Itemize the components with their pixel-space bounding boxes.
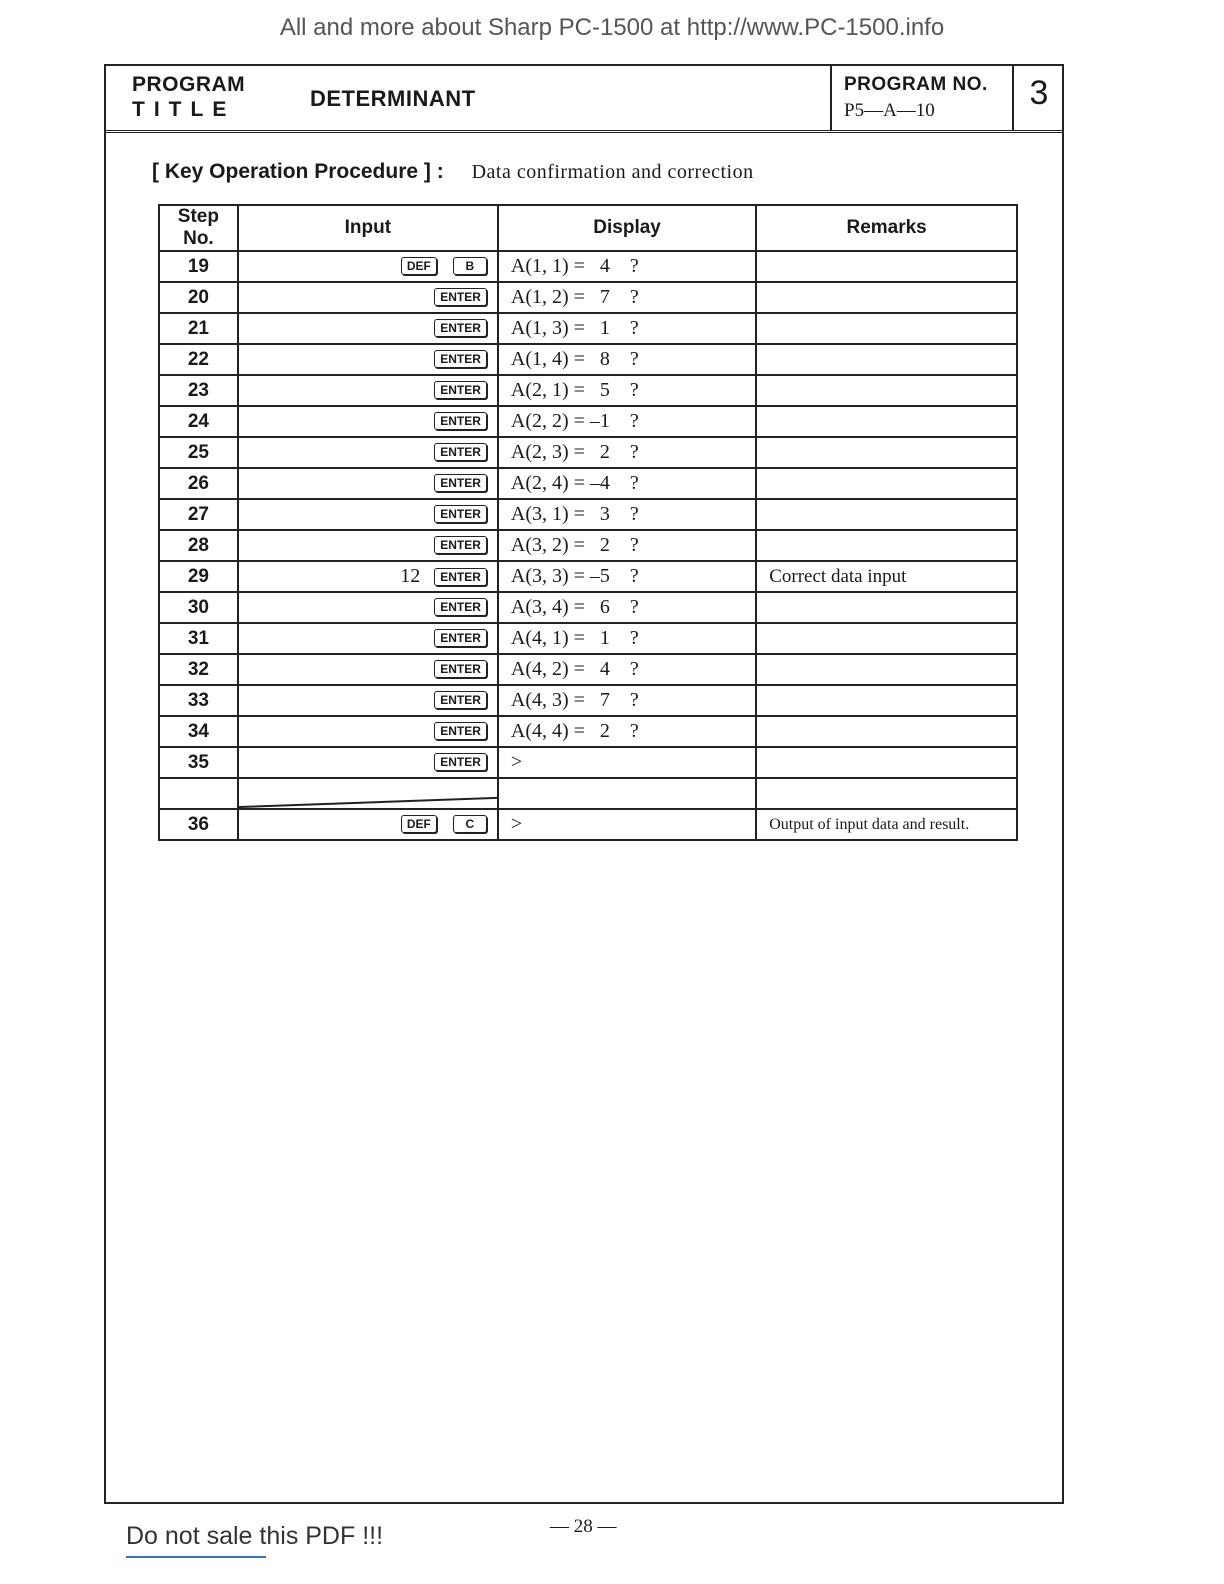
display-cell: A(4, 2) = 4 ? <box>498 654 756 685</box>
remarks-cell <box>756 499 1017 530</box>
input-cell <box>238 375 498 406</box>
key-enter-icon: ENTER <box>434 412 487 430</box>
input-cell <box>238 282 498 313</box>
footer-note-text: Do not sale this PDF !!! <box>126 1522 384 1550</box>
display-cell: A(1, 1) = 4 ? <box>498 251 756 282</box>
section-heading <box>152 160 754 184</box>
key-def-icon: DEF <box>401 257 437 275</box>
key-c-icon: C <box>453 815 487 833</box>
table-row <box>159 344 1017 375</box>
step-number: 36 <box>159 809 238 840</box>
table-row <box>159 499 1017 530</box>
display-cell: A(4, 3) = 7 ? <box>498 685 756 716</box>
step-number: 22 <box>159 344 238 375</box>
column-header-input: Input <box>238 205 498 251</box>
column-header-display: Display <box>498 205 756 251</box>
step-number: 32 <box>159 654 238 685</box>
table-row <box>159 654 1017 685</box>
program-title-label <box>132 72 245 122</box>
display-cell: A(4, 4) = 2 ? <box>498 716 756 747</box>
table-row <box>159 251 1017 282</box>
program-number-box <box>830 66 1014 130</box>
program-title: DETERMINANT <box>310 86 476 111</box>
display-cell: A(3, 1) = 3 ? <box>498 499 756 530</box>
display-cell: A(2, 1) = 5 ? <box>498 375 756 406</box>
key-enter-icon: ENTER <box>434 288 487 306</box>
input-cell <box>238 499 498 530</box>
key-enter-icon: ENTER <box>434 660 487 678</box>
display-cell: A(1, 3) = 1 ? <box>498 313 756 344</box>
step-number: 35 <box>159 747 238 778</box>
program-header <box>106 66 1062 133</box>
table-row <box>159 468 1017 499</box>
step-number: 24 <box>159 406 238 437</box>
key-operation-table <box>158 204 1018 841</box>
table-row <box>159 406 1017 437</box>
key-enter-icon: ENTER <box>434 753 487 771</box>
table-row <box>159 313 1017 344</box>
table-row <box>159 375 1017 406</box>
input-value: 12 <box>400 565 421 587</box>
table-row <box>159 809 1017 840</box>
column-header-remarks: Remarks <box>756 205 1017 251</box>
key-enter-icon: ENTER <box>434 505 487 523</box>
remarks-cell <box>756 654 1017 685</box>
display-cell: A(3, 3) = –5 ? <box>498 561 756 592</box>
remarks-cell <box>756 530 1017 561</box>
break-line <box>239 779 497 808</box>
display-cell: A(2, 2) = –1 ? <box>498 406 756 437</box>
display-cell: > <box>498 747 756 778</box>
remarks-cell: Output of input data and result. <box>756 809 1017 840</box>
display-cell: A(1, 4) = 8 ? <box>498 344 756 375</box>
table-header-row <box>159 205 1017 251</box>
key-enter-icon: ENTER <box>434 629 487 647</box>
key-enter-icon: ENTER <box>434 443 487 461</box>
display-cell: A(2, 3) = 2 ? <box>498 437 756 468</box>
table-row <box>159 530 1017 561</box>
step-number: 19 <box>159 251 238 282</box>
key-enter-icon: ENTER <box>434 474 487 492</box>
key-enter-icon: ENTER <box>434 598 487 616</box>
display-cell: > <box>498 809 756 840</box>
program-sheet <box>104 64 1064 1504</box>
table-row <box>159 592 1017 623</box>
footer-note-underline <box>126 1556 266 1558</box>
remarks-cell <box>756 344 1017 375</box>
display-cell: A(2, 4) = –4 ? <box>498 468 756 499</box>
key-b-icon: B <box>453 257 487 275</box>
input-cell <box>238 623 498 654</box>
input-cell <box>238 344 498 375</box>
label-line-1: PROGRAM <box>132 73 246 96</box>
key-enter-icon: ENTER <box>434 381 487 399</box>
remarks-cell <box>756 251 1017 282</box>
display-cell: A(4, 1) = 1 ? <box>498 623 756 654</box>
remarks-cell <box>756 437 1017 468</box>
remarks-cell <box>756 468 1017 499</box>
table-row <box>159 282 1017 313</box>
table-row-break <box>159 778 1017 809</box>
step-number: 26 <box>159 468 238 499</box>
remarks-cell <box>756 747 1017 778</box>
step-number: 34 <box>159 716 238 747</box>
remarks-cell <box>756 716 1017 747</box>
table-row <box>159 685 1017 716</box>
step-number: 27 <box>159 499 238 530</box>
remarks-cell <box>756 282 1017 313</box>
input-cell <box>238 530 498 561</box>
remarks-cell <box>756 685 1017 716</box>
step-number <box>159 778 238 809</box>
display-cell: A(1, 2) = 7 ? <box>498 282 756 313</box>
remarks-cell <box>756 623 1017 654</box>
site-banner: All and more about Sharp PC-1500 at http://www.PC-1500.info <box>279 14 945 41</box>
input-cell <box>238 716 498 747</box>
step-number: 29 <box>159 561 238 592</box>
input-cell <box>238 468 498 499</box>
input-cell <box>238 592 498 623</box>
step-number: 21 <box>159 313 238 344</box>
table-row <box>159 561 1017 592</box>
remarks-cell <box>756 592 1017 623</box>
table-row <box>159 623 1017 654</box>
key-enter-icon: ENTER <box>434 568 487 586</box>
key-enter-icon: ENTER <box>434 536 487 554</box>
section-title: [ Key Operation Procedure ] : <box>152 160 444 183</box>
key-enter-icon: ENTER <box>434 691 487 709</box>
input-cell <box>238 809 498 840</box>
step-number: 20 <box>159 282 238 313</box>
key-enter-icon: ENTER <box>434 350 487 368</box>
input-cell <box>238 251 498 282</box>
step-number: 28 <box>159 530 238 561</box>
program-number: P5—A—10 <box>844 100 935 121</box>
table-row <box>159 747 1017 778</box>
section-subtitle: Data confirmation and correction <box>471 161 754 183</box>
label-line-2: TITLE <box>132 98 236 121</box>
input-cell <box>238 561 498 592</box>
key-enter-icon: ENTER <box>434 722 487 740</box>
remarks-cell <box>756 375 1017 406</box>
table-row <box>159 437 1017 468</box>
column-header-step: Step No. <box>159 205 238 251</box>
input-cell <box>238 778 498 809</box>
key-enter-icon: ENTER <box>434 319 487 337</box>
input-cell <box>238 654 498 685</box>
step-number: 23 <box>159 375 238 406</box>
page-tab-number: 3 <box>1029 74 1049 112</box>
key-def-icon: DEF <box>401 815 437 833</box>
page-number: — 28 — <box>550 1516 617 1537</box>
display-cell <box>498 778 756 809</box>
input-cell <box>238 437 498 468</box>
display-cell: A(3, 4) = 6 ? <box>498 592 756 623</box>
input-cell <box>238 747 498 778</box>
input-cell <box>238 406 498 437</box>
step-number: 33 <box>159 685 238 716</box>
footer-note <box>126 1522 383 1551</box>
remarks-cell: Correct data input <box>756 561 1017 592</box>
input-cell <box>238 313 498 344</box>
step-number: 25 <box>159 437 238 468</box>
program-number-label: PROGRAM NO. <box>844 74 988 95</box>
remarks-cell <box>756 406 1017 437</box>
remarks-cell <box>756 778 1017 809</box>
step-number: 30 <box>159 592 238 623</box>
step-number: 31 <box>159 623 238 654</box>
table-row <box>159 716 1017 747</box>
input-cell <box>238 685 498 716</box>
display-cell: A(3, 2) = 2 ? <box>498 530 756 561</box>
remarks-cell <box>756 313 1017 344</box>
